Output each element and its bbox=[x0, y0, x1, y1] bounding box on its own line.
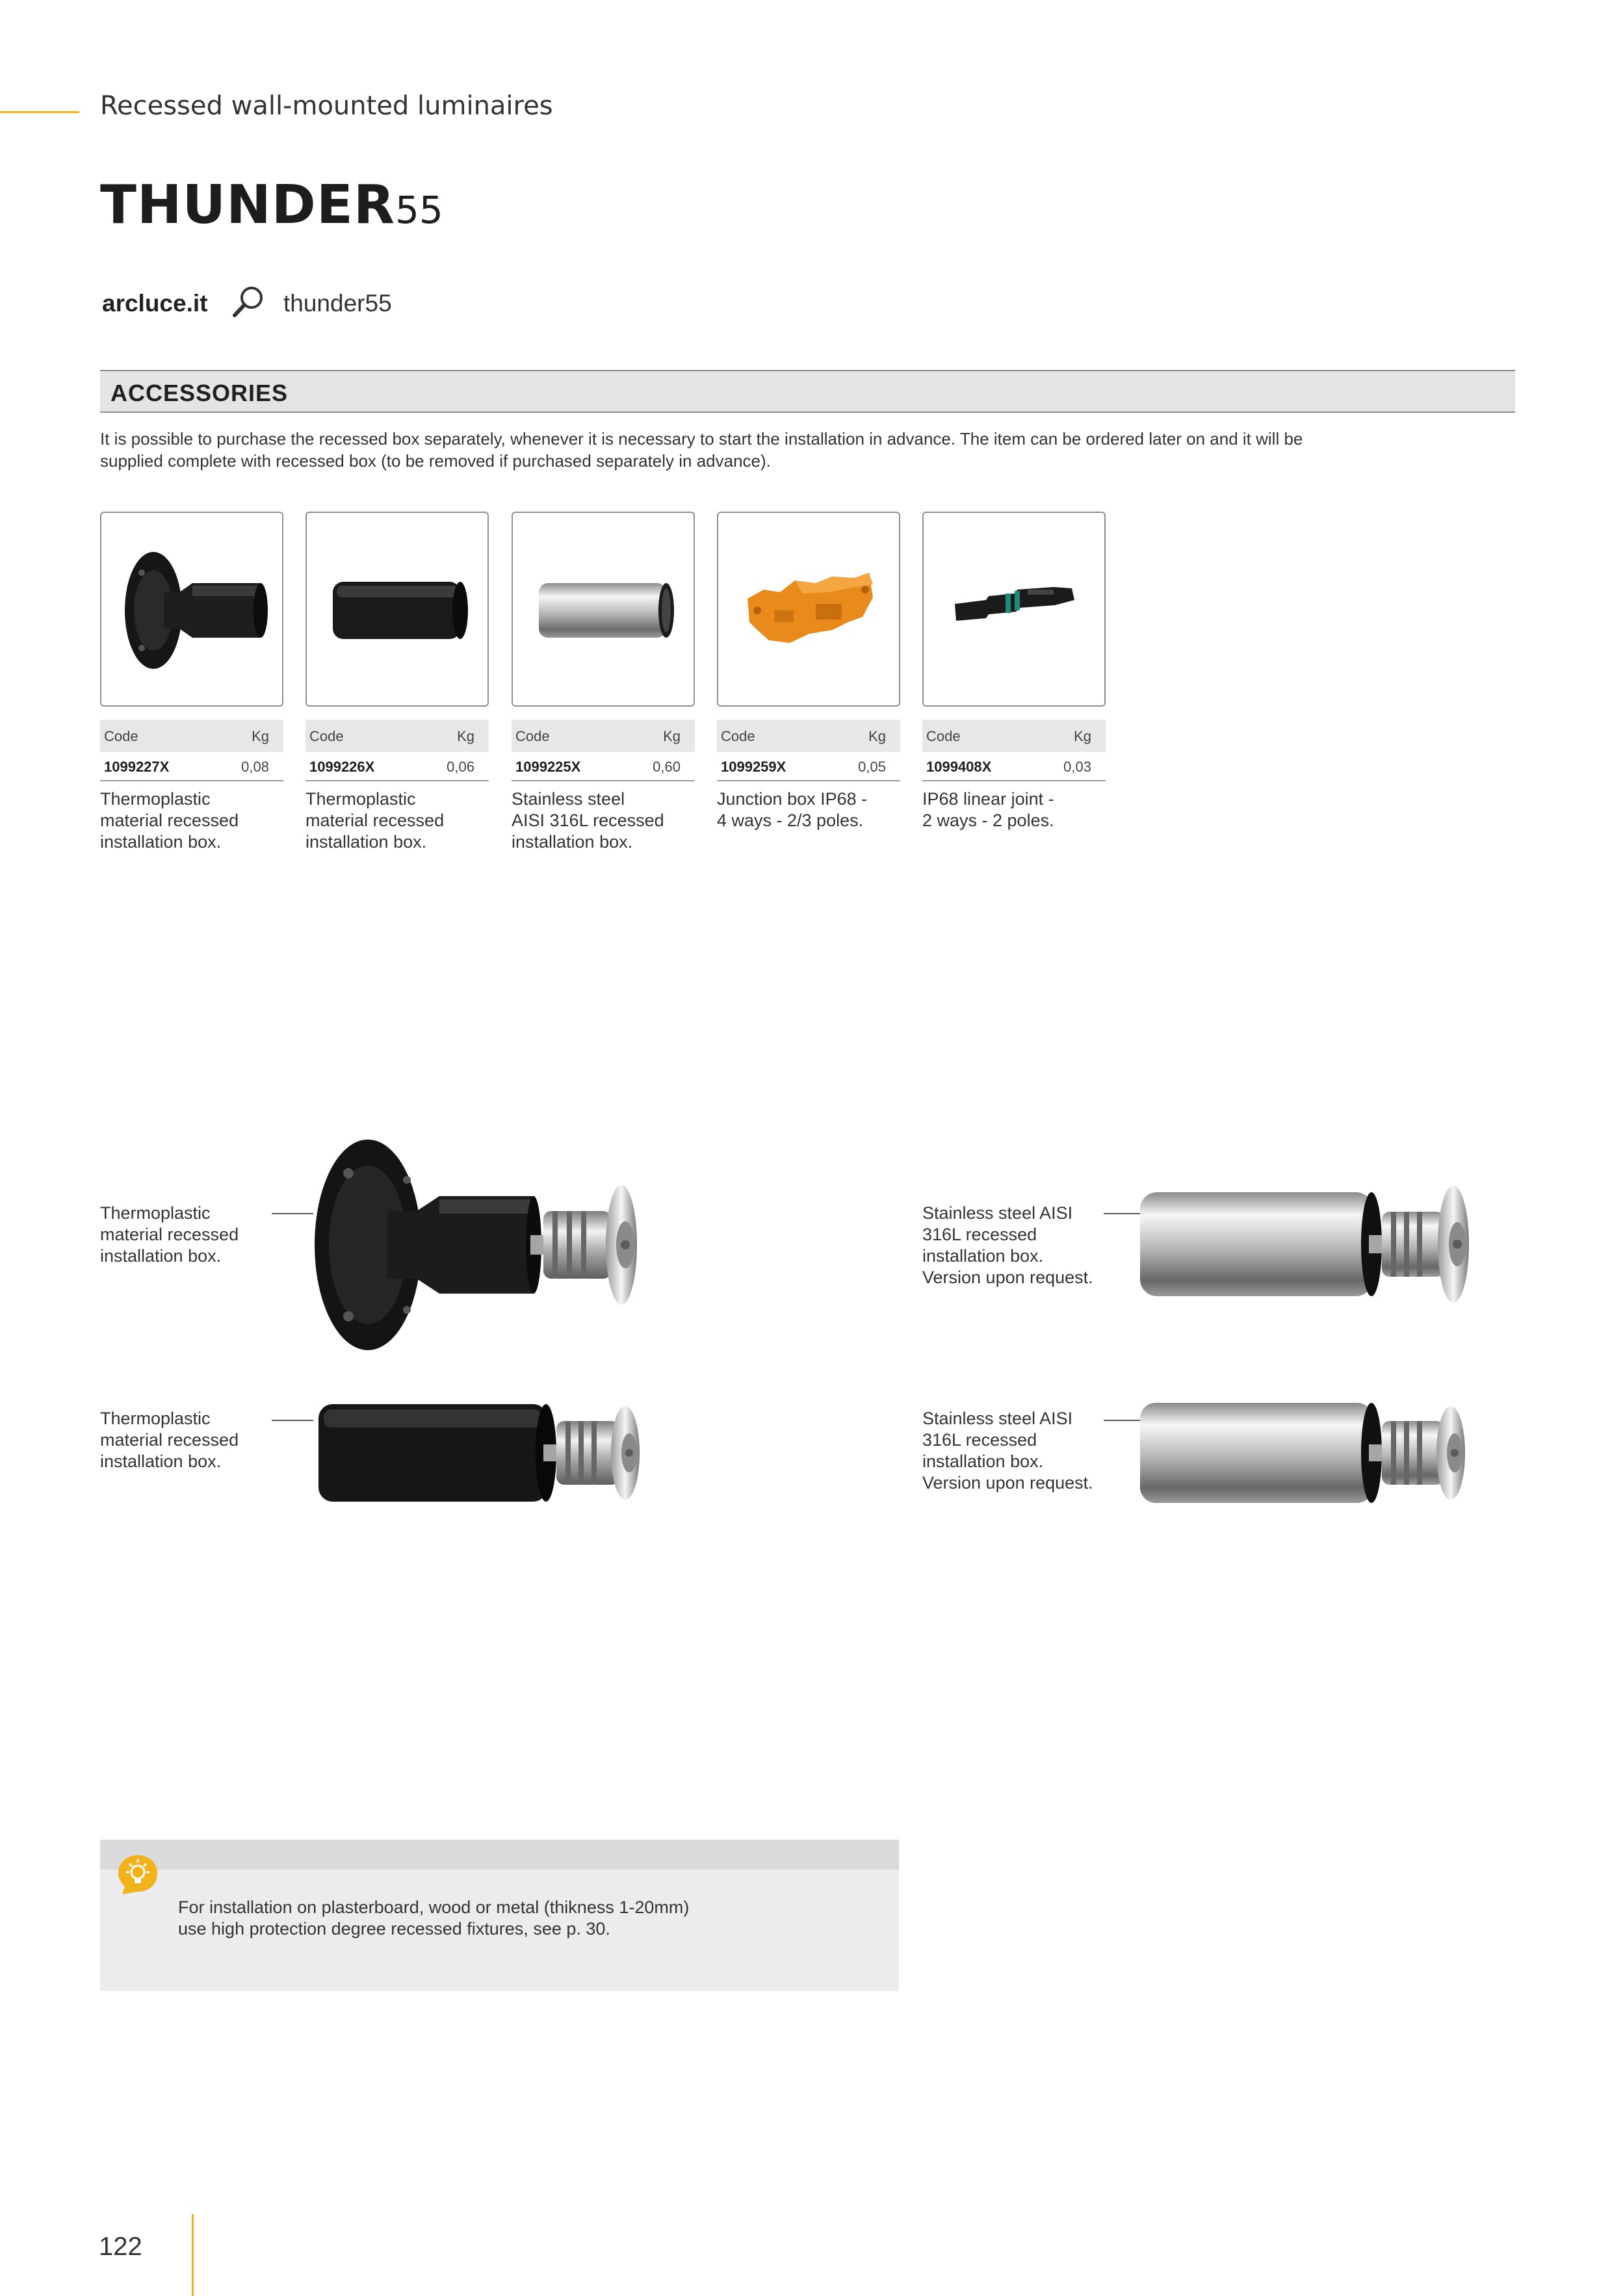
divider bbox=[512, 780, 695, 781]
steel-cylinder-image bbox=[513, 513, 696, 708]
product-weight: 0,05 bbox=[858, 759, 886, 775]
product-code: 1099226X bbox=[309, 759, 375, 775]
code-label: Code bbox=[926, 728, 961, 744]
assembly-caption: Stainless steel AISI 316L recessed installation box. Version upon request. bbox=[922, 1409, 1093, 1493]
divider bbox=[922, 780, 1106, 781]
accessories-intro bbox=[100, 428, 1400, 472]
footer-accent-line bbox=[192, 2214, 194, 2296]
product-title-main: THUNDER bbox=[100, 174, 395, 236]
assembly-caption: Thermoplastic material recessed installation box. bbox=[100, 1203, 239, 1266]
lightbulb-icon bbox=[116, 1853, 160, 1897]
product-weight: 0,06 bbox=[447, 759, 474, 775]
brand-link[interactable]: arcluce.it bbox=[102, 290, 208, 317]
note-text: For installation on plasterboard, wood or metal (thikness 1-20mm) use high protection degree recessed fixtures, see p. 30. bbox=[178, 1898, 690, 1938]
divider bbox=[717, 780, 900, 781]
product-image-frame bbox=[512, 512, 695, 707]
code-label: Code bbox=[309, 728, 344, 744]
product-description: Thermoplastic material recessed installation box. bbox=[305, 789, 445, 852]
black-cylinder-image bbox=[307, 513, 490, 708]
product-description: Thermoplastic material recessed installation box. bbox=[100, 789, 239, 852]
assembly-thermoplastic-cylinder-image bbox=[315, 1398, 698, 1508]
leader-line bbox=[272, 1420, 313, 1421]
section-heading: Recessed wall-mounted luminaires bbox=[100, 91, 553, 121]
assembly-caption: Thermoplastic material recessed installation box. bbox=[100, 1409, 239, 1471]
intro-line: It is possible to purchase the recessed box separately, whenever it is necessary to start the installation in advance. The item can be ordered later on and it will be bbox=[100, 429, 1303, 449]
product-code: 1099225X bbox=[515, 759, 581, 775]
product-weight: 0,08 bbox=[241, 759, 269, 775]
intro-line: supplied complete with recessed box (to be removed if purchased separately in advance). bbox=[100, 451, 771, 471]
product-weight: 0,03 bbox=[1063, 759, 1091, 775]
product-description: Stainless steel AISI 316L recessed installation box. bbox=[512, 789, 664, 852]
assembly-steel-cylinder-image bbox=[1137, 1183, 1521, 1307]
product-image-frame bbox=[717, 512, 900, 707]
divider bbox=[305, 780, 489, 781]
product-code: 1099259X bbox=[721, 759, 786, 775]
leader-line bbox=[272, 1213, 313, 1214]
kg-label: Kg bbox=[868, 728, 886, 744]
kg-label: Kg bbox=[457, 728, 474, 744]
product-image-frame bbox=[100, 512, 283, 707]
accessories-title: ACCESSORIES bbox=[110, 380, 289, 406]
header-accent-line bbox=[0, 111, 79, 113]
product-description: IP68 linear joint - 2 ways - 2 poles. bbox=[922, 789, 1054, 830]
junction-box-image bbox=[718, 513, 902, 708]
search-icon[interactable] bbox=[231, 283, 267, 320]
flanged-box-image bbox=[101, 513, 285, 708]
code-label: Code bbox=[515, 728, 550, 744]
assembly-caption: Stainless steel AISI 316L recessed installation box. Version upon request. bbox=[922, 1203, 1093, 1287]
page-number: 122 bbox=[99, 2232, 142, 2261]
kg-label: Kg bbox=[663, 728, 681, 744]
product-image-frame bbox=[922, 512, 1106, 707]
product-weight: 0,60 bbox=[653, 759, 681, 775]
product-title bbox=[100, 174, 443, 236]
assembly-steel-cylinder-image bbox=[1137, 1398, 1521, 1508]
product-code: 1099227X bbox=[104, 759, 170, 775]
product-code: 1099408X bbox=[926, 759, 992, 775]
linear-joint-image bbox=[924, 513, 1107, 708]
product-title-suffix: 55 bbox=[395, 188, 443, 232]
product-image-frame bbox=[305, 512, 489, 707]
kg-label: Kg bbox=[1074, 728, 1091, 744]
assembly-flanged-thermoplastic-image bbox=[309, 1134, 699, 1355]
code-label: Code bbox=[721, 728, 755, 744]
kg-label: Kg bbox=[252, 728, 269, 744]
section-bar bbox=[100, 370, 1515, 413]
product-description: Junction box IP68 - 4 ways - 2/3 poles. bbox=[717, 789, 868, 830]
note-header bbox=[100, 1840, 899, 1870]
search-term[interactable]: thunder55 bbox=[283, 290, 392, 317]
divider bbox=[100, 780, 283, 781]
code-label: Code bbox=[104, 728, 138, 744]
